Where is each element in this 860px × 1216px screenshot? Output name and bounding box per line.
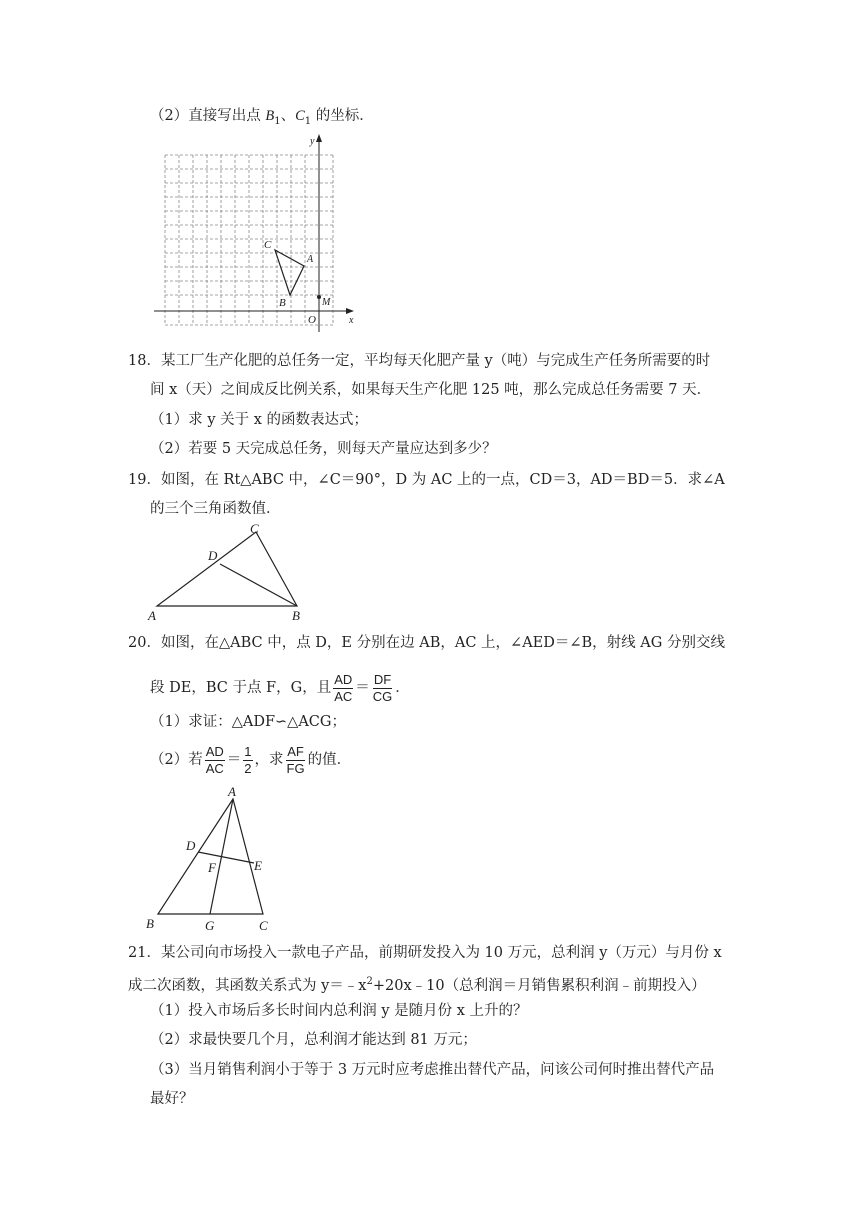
grid-label-c: C	[264, 239, 272, 251]
point-m-label: M	[322, 297, 331, 308]
q20-triangle-figure	[140, 784, 280, 934]
y-axis-arrow	[316, 134, 322, 142]
q21-part2: （2）求最快要几个月，总利润才能达到 81 万元；	[150, 1032, 477, 1048]
point-b1: B	[265, 108, 275, 124]
x-axis-arrow	[346, 308, 354, 314]
label-b-19: B	[292, 608, 300, 623]
q20-line1: 20．如图，在△ABC 中，点 D，E 分别在边 AB，AC 上，∠AED＝∠B，射线 AG 分别交线	[128, 635, 725, 651]
label-d-20: D	[186, 838, 196, 853]
q21-part3-cont: 最好？	[150, 1091, 194, 1107]
equals: ＝	[226, 752, 242, 768]
fraction-af-fg	[286, 744, 306, 777]
label-a-19: A	[148, 608, 156, 623]
q18-part1: （1）求 y 关于 x 的函数表达式；	[150, 412, 369, 428]
point-c1-sub: 1	[304, 115, 312, 127]
q21-part1: （1）投入市场后多长时间内总利润 y 是随月份 x 上升的？	[150, 1003, 528, 1019]
label-e-20: E	[254, 858, 262, 873]
fraction-ad-ac	[333, 672, 353, 705]
fraction-ad-ac-2	[205, 744, 225, 777]
frac-num: 1	[244, 743, 252, 759]
frac-den: AC	[205, 760, 224, 776]
q21-line2-suffix: +20x﹣10（总利润＝月销售累积利润﹣前期投入）	[372, 977, 706, 994]
q17-part2-prefix: （2）直接写出点	[150, 108, 266, 124]
point-c1: C	[295, 108, 305, 124]
frac-num: AF	[287, 743, 304, 759]
q21-line2	[128, 972, 706, 996]
q18-line2: 间 x（天）之间成反比例关系，如果每天生产化肥 125 吨，那么完成总任务需要 7 天．	[150, 382, 712, 398]
frac-den: FG	[286, 760, 305, 776]
q18-part2: （2）若要 5 天完成总任务，则每天产量应达到多少？	[150, 441, 497, 457]
label-c-19: C	[250, 521, 259, 536]
q17-grid-figure	[148, 132, 363, 332]
equals: ＝	[355, 680, 370, 696]
q20-line2-suffix: ．	[395, 680, 410, 696]
q18-line1: 18．某工厂生产化肥的总任务一定，平均每天化肥产量 y（吨）与完成生产任务所需要的时	[128, 353, 711, 369]
triangle-abc	[275, 250, 304, 295]
q17-part2-suffix: 的坐标．	[311, 108, 374, 124]
frac-num: DF	[373, 671, 392, 687]
q19-line1: 19．如图，在 Rt△ABC 中，∠C＝90°，D 为 AC 上的一点，CD＝3，AD＝BD＝5．求∠A	[128, 472, 725, 488]
x-axis-label: x	[349, 315, 354, 326]
q19-triangle-figure	[140, 520, 320, 625]
label-b-20: B	[146, 916, 154, 931]
segment-de	[198, 852, 254, 863]
q17-part2	[150, 106, 374, 132]
label-a-20: A	[228, 784, 236, 799]
q19-line2: 的三个三角函数值．	[150, 501, 281, 517]
grid-label-b: B	[279, 297, 286, 309]
fraction-df-cg	[372, 672, 394, 705]
q20-line2	[150, 670, 410, 706]
point-m	[317, 295, 321, 299]
q20-part1: （1）求证：△ADF∽△ACG；	[150, 714, 346, 730]
q21-part3: （3）当月销售利润小于等于 3 万元时应考虑推出替代产品，问该公司何时推出替代产品	[150, 1062, 715, 1078]
q20-line2-prefix: 段 DE，BC 于点 F，G，且	[150, 680, 332, 696]
q21-line2-prefix: 成二次函数，其函数关系式为 y＝﹣x	[128, 977, 367, 994]
grid-label-a: A	[307, 254, 314, 265]
label-d-19: D	[208, 548, 218, 563]
label-c-20: C	[259, 918, 268, 933]
q20-part2-prefix: （2）若	[150, 752, 203, 768]
frac-num: AD	[205, 743, 224, 759]
frac-den: 2	[244, 760, 252, 776]
origin-label: O	[308, 314, 316, 326]
label-f-20: F	[208, 860, 216, 875]
label-g-20: G	[205, 918, 215, 933]
grid-lines	[165, 155, 333, 325]
fraction-one-half	[243, 744, 252, 777]
separator: 、	[280, 108, 296, 124]
triangle-abc-20	[158, 799, 263, 914]
point-b1-sub: 1	[274, 115, 281, 127]
q20-part2-suffix: 的值．	[307, 752, 352, 768]
y-axis-label: y	[310, 136, 315, 147]
frac-den: CG	[372, 688, 393, 704]
q20-part2-mid: ，求	[254, 752, 284, 768]
frac-den: AC	[334, 688, 353, 704]
q21-line1: 21．某公司向市场投入一款电子产品，前期研发投入为 10 万元，总利润 y（万元）与月份 x	[128, 945, 722, 961]
exponent: 2	[366, 976, 373, 987]
frac-num: AD	[334, 671, 353, 687]
q20-part2	[150, 742, 351, 778]
